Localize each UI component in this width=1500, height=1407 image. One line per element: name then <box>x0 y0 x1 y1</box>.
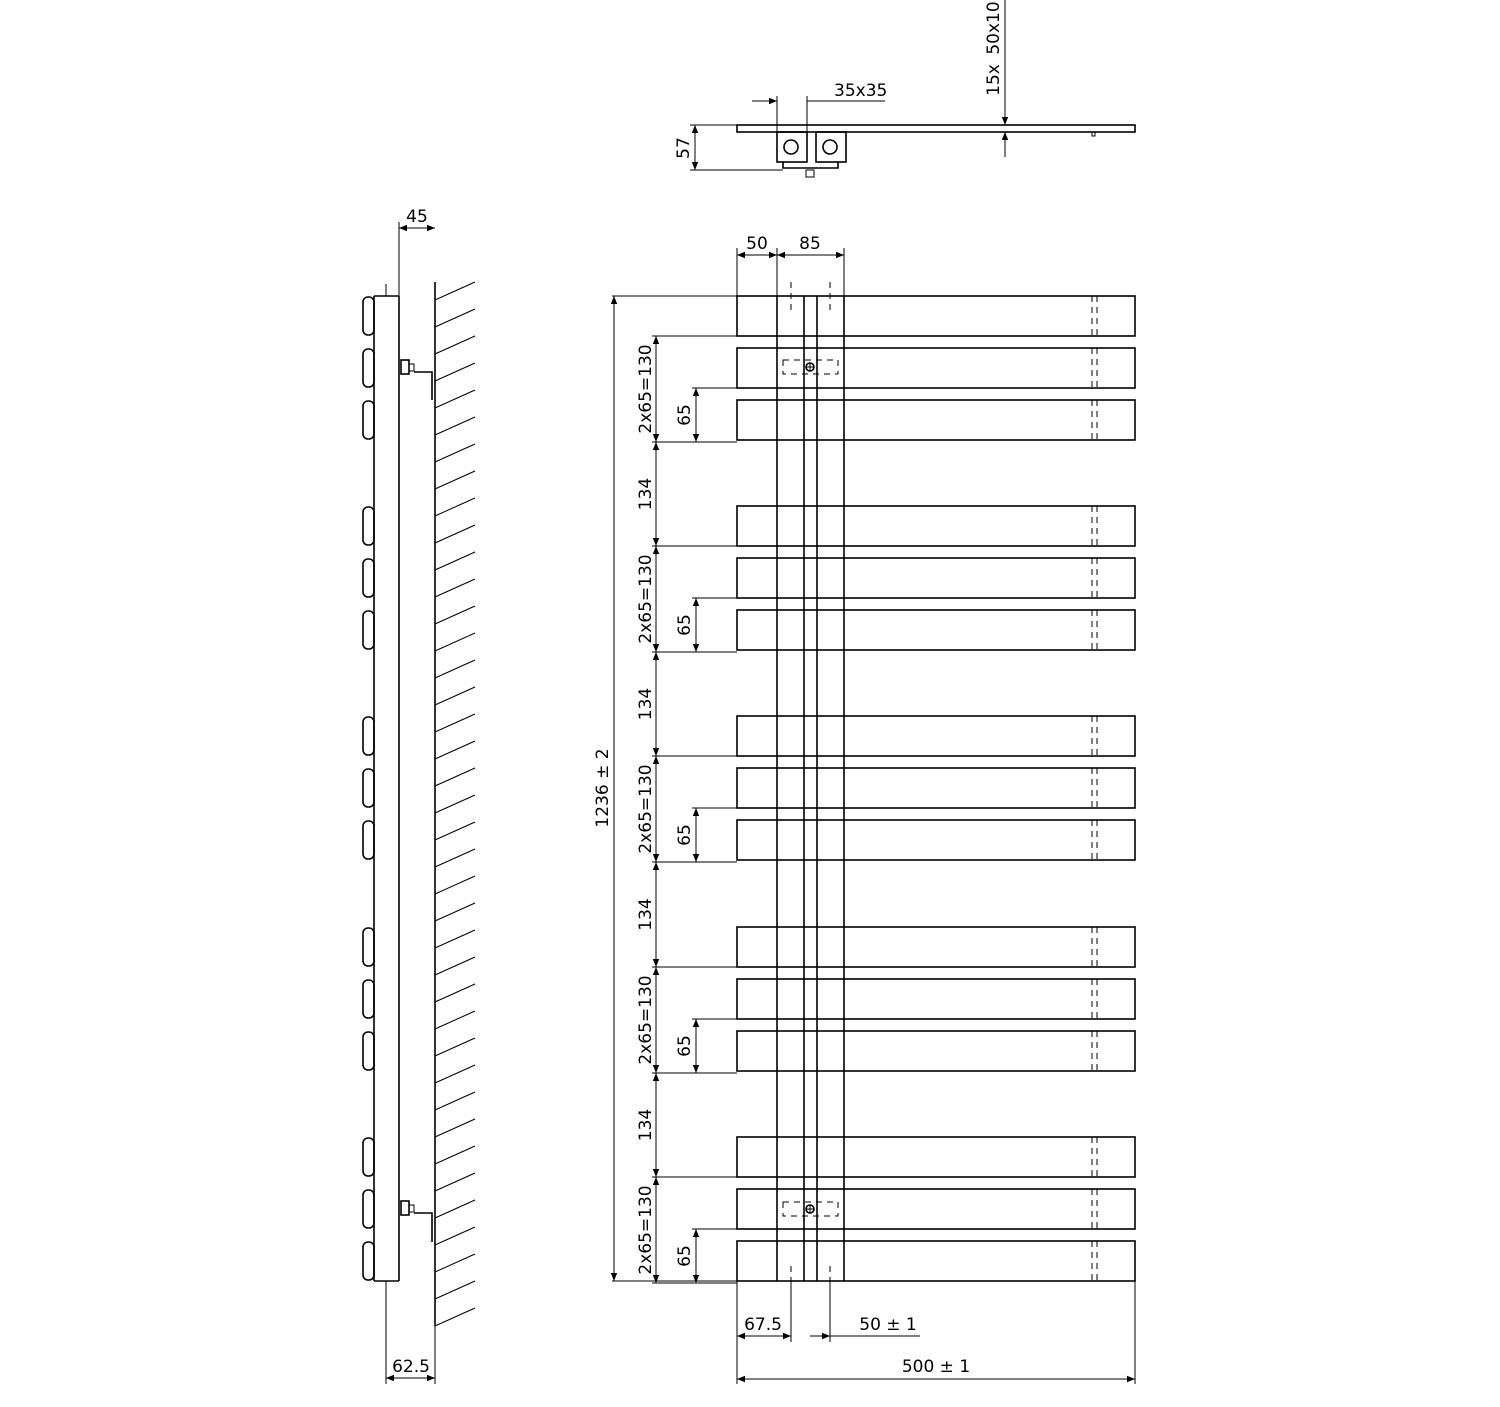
hatch-line <box>435 930 475 948</box>
group-gap-label: 134 <box>636 687 656 721</box>
hatch-line <box>435 525 475 543</box>
hatch-line <box>435 336 475 354</box>
group-pitch-label: 2x65=130 <box>636 764 656 854</box>
side-view-bar-profiles <box>363 297 374 1280</box>
bar-profile <box>363 1138 374 1176</box>
hatch-line <box>435 417 475 435</box>
hatch-line <box>435 1254 475 1272</box>
hatch-line <box>435 876 475 894</box>
hatch-line <box>435 1065 475 1083</box>
hatch-line <box>435 1227 475 1245</box>
bottom-depth-label: 62.5 <box>392 1357 430 1377</box>
bar-profile <box>363 559 374 597</box>
top-view <box>674 0 1135 177</box>
bar-profile <box>363 769 374 807</box>
hatch-line <box>435 444 475 462</box>
connection-size-label: 35x35 <box>834 81 888 101</box>
front-view-hidden-pipes <box>791 282 830 1290</box>
bottom-depth-dimension <box>386 1281 435 1384</box>
side-view-collector <box>374 284 399 1281</box>
bar-section-dimension <box>984 0 1005 157</box>
bar-profile <box>363 1190 374 1228</box>
top-view-connector-block <box>777 132 846 177</box>
towel-bar <box>737 820 1135 860</box>
bar-section-label: 50x10 <box>984 1 1004 55</box>
hatch-line <box>435 687 475 705</box>
hatch-line <box>435 471 475 489</box>
bar-pitch-label: 65 <box>675 1035 695 1057</box>
hatch-line <box>435 741 475 759</box>
bar-profile <box>363 611 374 649</box>
towel-bar <box>737 506 1135 546</box>
bar-profile <box>363 507 374 545</box>
towel-bar <box>737 558 1135 598</box>
bar-profile <box>363 980 374 1018</box>
top-wall-bracket <box>401 360 432 400</box>
bar-pitch-label: 65 <box>675 1245 695 1267</box>
towel-bar <box>737 610 1135 650</box>
collector-width-label: 85 <box>799 234 821 254</box>
side-view <box>363 207 475 1384</box>
pipe-spacing-label: 50 ± 1 <box>859 1315 917 1335</box>
hatch-line <box>435 633 475 651</box>
group-gap-label: 134 <box>636 477 656 511</box>
hatch-line <box>435 606 475 624</box>
hatch-line <box>435 1281 475 1299</box>
overall-height-label: 1236 ± 2 <box>593 748 613 828</box>
hatch-line <box>435 498 475 516</box>
hatch-line <box>435 1092 475 1110</box>
hatch-line <box>435 390 475 408</box>
towel-bar <box>737 768 1135 808</box>
overall-height-dimension <box>593 296 737 1281</box>
bar-profile <box>363 349 374 387</box>
front-view-collectors <box>777 296 844 1281</box>
hatch-line <box>435 1200 475 1218</box>
hatch-line <box>435 957 475 975</box>
bar-profile <box>363 401 374 439</box>
group-pitch-label: 2x65=130 <box>636 1185 656 1275</box>
bar-pitch-label: 65 <box>675 614 695 636</box>
hatch-line <box>435 903 475 921</box>
bar-pitch-label: 65 <box>675 824 695 846</box>
hatch-line <box>435 552 475 570</box>
front-bottom-mounting-bracket <box>783 1202 838 1216</box>
towel-bar <box>737 716 1135 756</box>
wall-hatching <box>435 282 475 1326</box>
towel-bar <box>737 1189 1135 1229</box>
hatch-line <box>435 795 475 813</box>
hatch-line <box>435 579 475 597</box>
bar-profile <box>363 928 374 966</box>
bottom-dimensions <box>737 1281 1135 1384</box>
hatch-line <box>435 1308 475 1326</box>
hatch-line <box>435 660 475 678</box>
pipe-offset-label: 67.5 <box>744 1315 782 1335</box>
towel-bar <box>737 1241 1135 1281</box>
hatch-line <box>435 363 475 381</box>
towel-bar <box>737 979 1135 1019</box>
top-view-bar <box>737 125 1135 132</box>
hatch-line <box>435 822 475 840</box>
wall-distance-label: 45 <box>406 207 428 227</box>
group-pitch-label: 2x65=130 <box>636 554 656 644</box>
towel-bar <box>737 927 1135 967</box>
bar-pitch-label: 65 <box>675 404 695 426</box>
towel-bar <box>737 348 1135 388</box>
hatch-line <box>435 1011 475 1029</box>
bar-profile <box>363 1242 374 1280</box>
wall-distance-dimension <box>399 207 435 296</box>
hatch-line <box>435 309 475 327</box>
hatch-line <box>435 282 475 300</box>
front-view-bars <box>737 296 1135 1281</box>
hatch-line <box>435 849 475 867</box>
towel-bar <box>737 296 1135 336</box>
hatch-line <box>435 714 475 732</box>
overall-width-label: 500 ± 1 <box>901 1357 971 1377</box>
towel-bar <box>737 1137 1135 1177</box>
towel-bar <box>737 1031 1135 1071</box>
group-gap-label: 134 <box>636 1108 656 1142</box>
depth-label: 57 <box>674 137 694 159</box>
bar-profile <box>363 297 374 335</box>
left-offset-label: 50 <box>746 234 768 254</box>
bar-profile <box>363 821 374 859</box>
hatch-line <box>435 984 475 1002</box>
front-top-mounting-bracket <box>783 360 838 374</box>
group-dimensions <box>636 336 737 1283</box>
hatch-line <box>435 768 475 786</box>
bar-profile <box>363 717 374 755</box>
group-pitch-label: 2x65=130 <box>636 975 656 1065</box>
bottom-wall-bracket <box>401 1201 432 1242</box>
bar-profile <box>363 1032 374 1070</box>
towel-bar <box>737 400 1135 440</box>
hatch-line <box>435 1119 475 1137</box>
hatch-line <box>435 1038 475 1056</box>
hatch-line <box>435 1146 475 1164</box>
group-gap-label: 134 <box>636 898 656 931</box>
bar-count-label: 15x <box>984 64 1004 96</box>
group-pitch-label: 2x65=130 <box>636 344 656 434</box>
front-view <box>593 234 1135 1384</box>
hatch-line <box>435 1173 475 1191</box>
